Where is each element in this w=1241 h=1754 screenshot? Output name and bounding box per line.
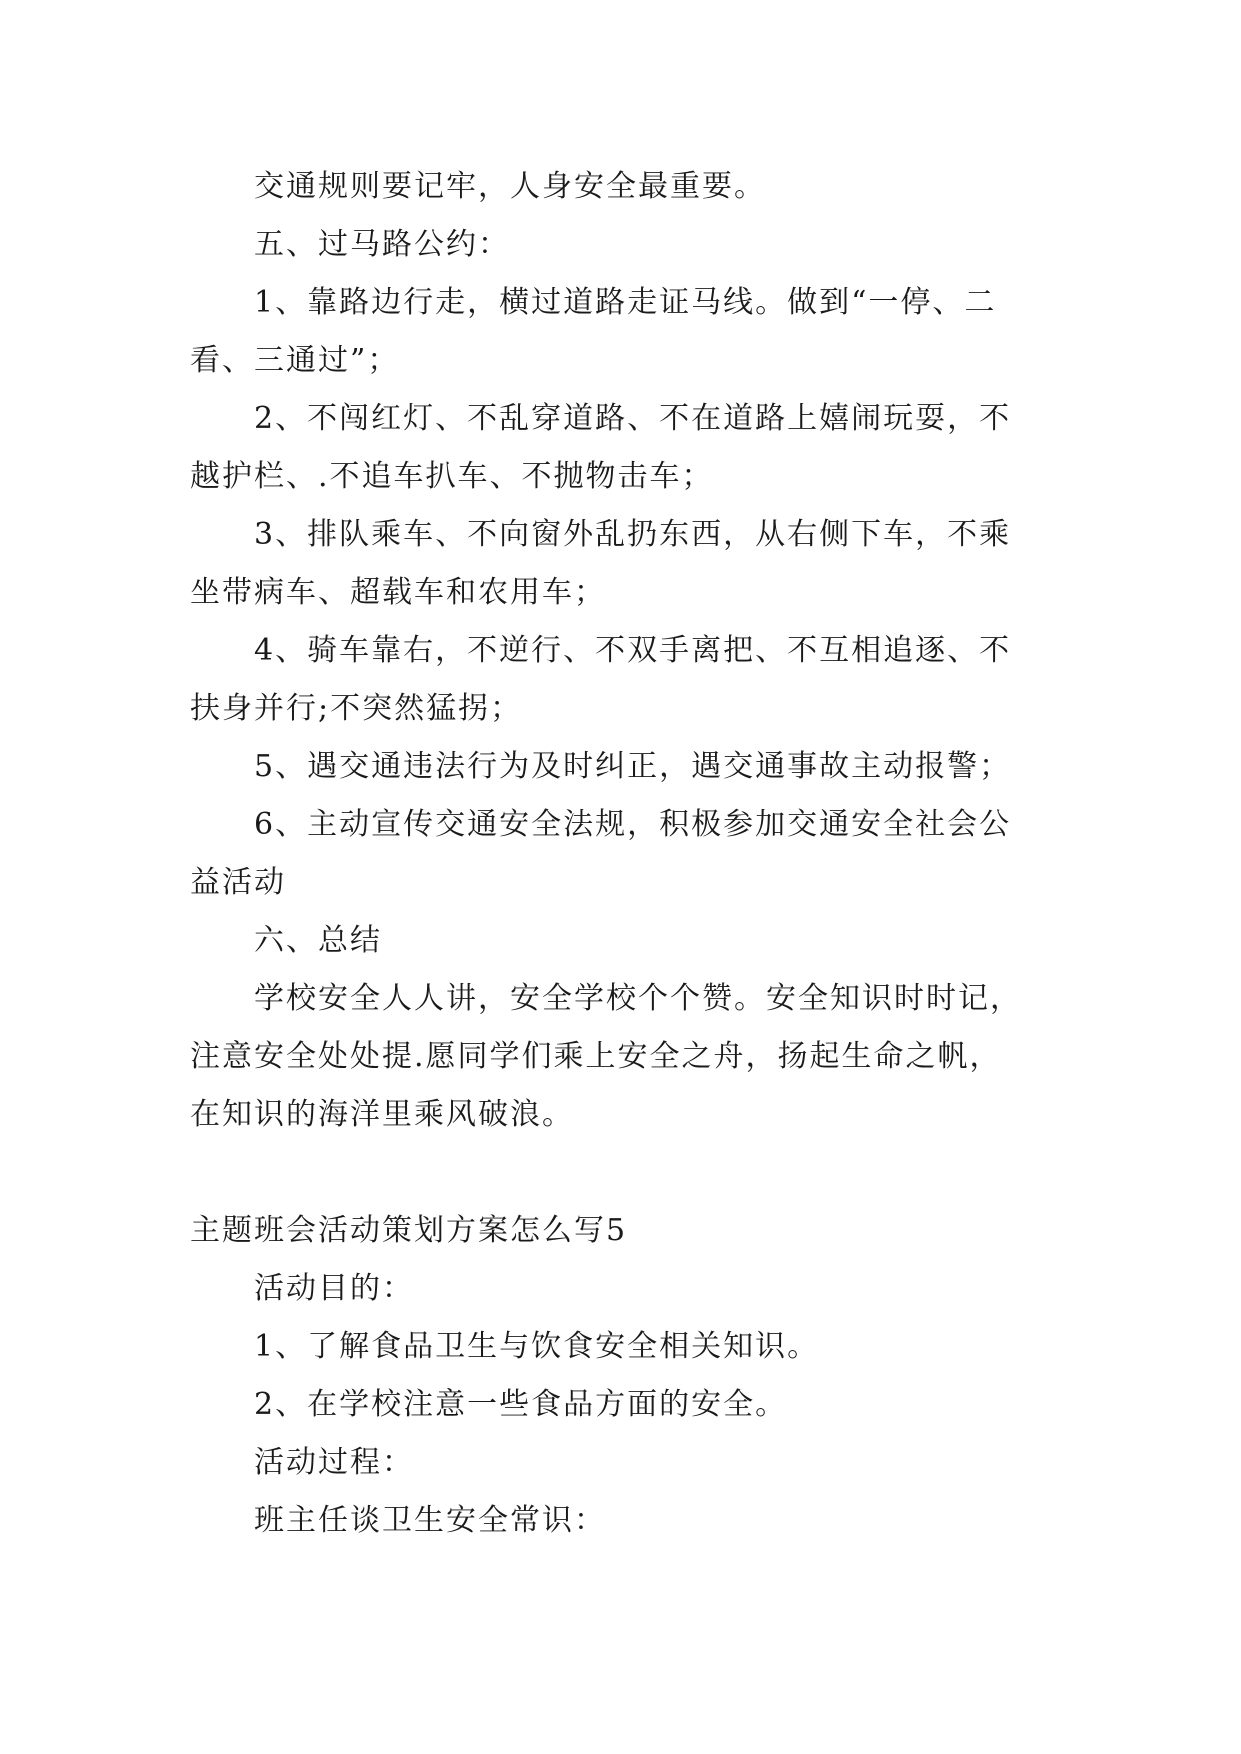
rule-3-line-1: 3、排队乘车、不向窗外乱扔东西，从右侧下车，不乘 [254,517,1012,552]
summary-line-3: 在知识的海洋里乘风破浪。 [190,1097,574,1132]
rule-6-line-2: 益活动 [190,865,286,900]
section-spacer [190,1144,1050,1202]
goal-item-2: 2、在学校注意一些食品方面的安全。 [254,1387,788,1422]
section-heading-summary: 六、总结 [254,923,382,958]
rule-4-line-1: 4、骑车靠右，不逆行、不双手离把、不互相追逐、不 [254,633,1012,668]
rule-6-line-1: 6、主动宣传交通安全法规，积极参加交通安全社会公 [254,807,1012,842]
document-body [190,158,1050,1550]
rule-2-line-2: 越护栏、.不追车扒车、不抛物击车； [190,459,714,494]
process-item-1: 班主任谈卫生安全常识： [254,1503,606,1538]
goal-heading: 活动目的： [254,1271,414,1306]
rule-3-line-2: 坐带病车、超载车和农用车； [190,575,606,610]
rule-4-line-2: 扶身并行;不突然猛拐； [190,691,523,726]
rule-5-line-1: 5、遇交通违法行为及时纠正，遇交通事故主动报警； [254,749,1012,784]
rule-1-line-2: 看、三通过”； [190,343,400,378]
section-title: 主题班会活动策划方案怎么写5 [190,1213,628,1248]
goal-item-1: 1、了解食品卫生与饮食安全相关知识。 [254,1329,820,1364]
rule-1-line-1: 1、靠路边行走，横过道路走证马线。做到“一停、二 [254,285,997,320]
summary-line-1: 学校安全人人讲，安全学校个个赞。安全知识时时记， [254,981,1022,1016]
summary-line-2: 注意安全处处提.愿同学们乘上安全之舟，扬起生命之帆， [190,1039,1002,1074]
rule-2-line-1: 2、不闯红灯、不乱穿道路、不在道路上嬉闹玩耍，不 [254,401,1012,436]
process-heading: 活动过程： [254,1445,414,1480]
closing-slogan: 交通规则要记牢，人身安全最重要。 [254,169,766,204]
section-heading-crossing-rules: 五、过马路公约： [254,227,510,262]
